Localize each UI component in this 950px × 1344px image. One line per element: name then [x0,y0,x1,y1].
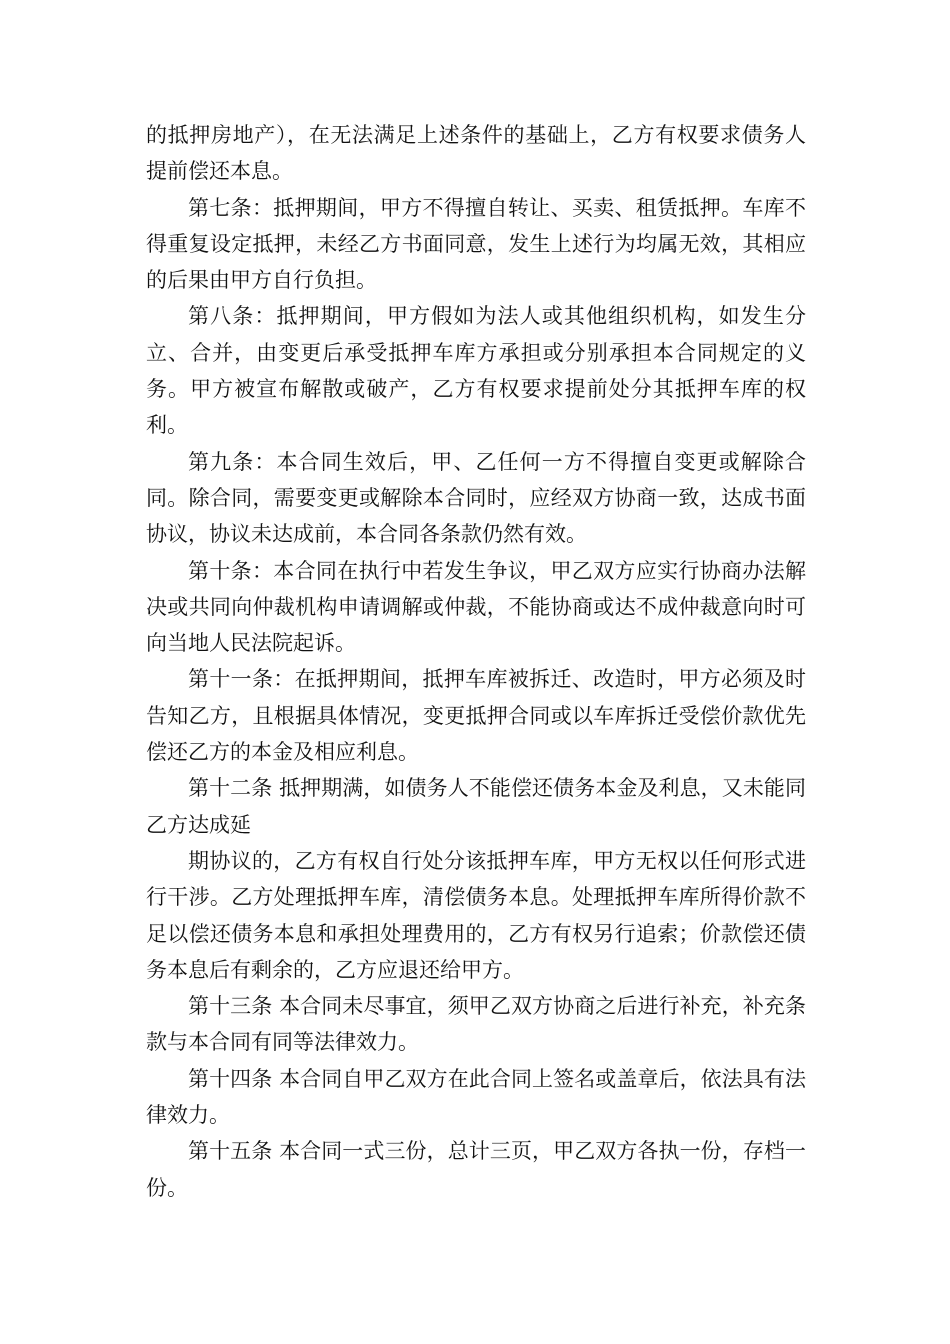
paragraph-article-11: 第十一条：在抵押期间，抵押车库被拆迁、改造时，甲方必须及时告知乙方，且根据具体情况，变更抵押合同或以车库拆迁受偿价款优先偿还乙方的本金及相应利息。 [146,667,806,765]
paragraph-article-12: 第十二条 抵押期满，如债务人不能偿还债务本金及利息，又未能同乙方达成延 [146,776,806,837]
paragraph-article-14: 第十四条 本合同自甲乙双方在此合同上签名或盖章后，依法具有法律效力。 [146,1066,806,1128]
paragraph-continuation: 的抵押房地产），在无法满足上述条件的基础上，乙方有权要求债务人提前偿还本息。 [146,123,806,184]
paragraph-article-12-continued: 期协议的，乙方有权自行处分该抵押车库，甲方无权以任何形式进行干涉。乙方处理抵押车库，清偿债务本息。处理抵押车库所得价款不足以偿还债务本息和承担处理费用的，乙方有权另行追索；价款偿还债务本息后有剩余的，乙方应退还给甲方。 [146,848,806,982]
paragraph-article-13: 第十三条 本合同未尽事宜，须甲乙双方协商之后进行补充，补充条款与本合同有同等法律效力。 [146,994,806,1055]
paragraph-article-10: 第十条：本合同在执行中若发生争议，甲乙双方应实行协商办法解决或共同向仲裁机构申请调解或仲裁，不能协商或达不成仲裁意向时可向当地人民法院起诉。 [146,558,806,656]
paragraph-article-7: 第七条：抵押期间，甲方不得擅自转让、买卖、租赁抵押。车库不得重复设定抵押，未经乙方书面同意，发生上述行为均属无效，其相应的后果由甲方自行负担。 [146,195,806,293]
paragraph-article-15: 第十五条 本合同一式三份，总计三页，甲乙双方各执一份，存档一份。 [146,1139,806,1200]
document-body [146,117,806,1206]
paragraph-article-8: 第八条：抵押期间，甲方假如为法人或其他组织机构，如发生分立、合并，由变更后承受抵押车库方承担或分别承担本合同规定的义务。甲方被宣布解散或破产，乙方有权要求提前处分其抵押车库的权利。 [146,304,806,438]
paragraph-article-9: 第九条：本合同生效后，甲、乙任何一方不得擅自变更或解除合同。除合同，需要变更或解除本合同时，应经双方协商一致，达成书面协议，协议未达成前，本合同各条款仍然有效。 [146,449,806,547]
